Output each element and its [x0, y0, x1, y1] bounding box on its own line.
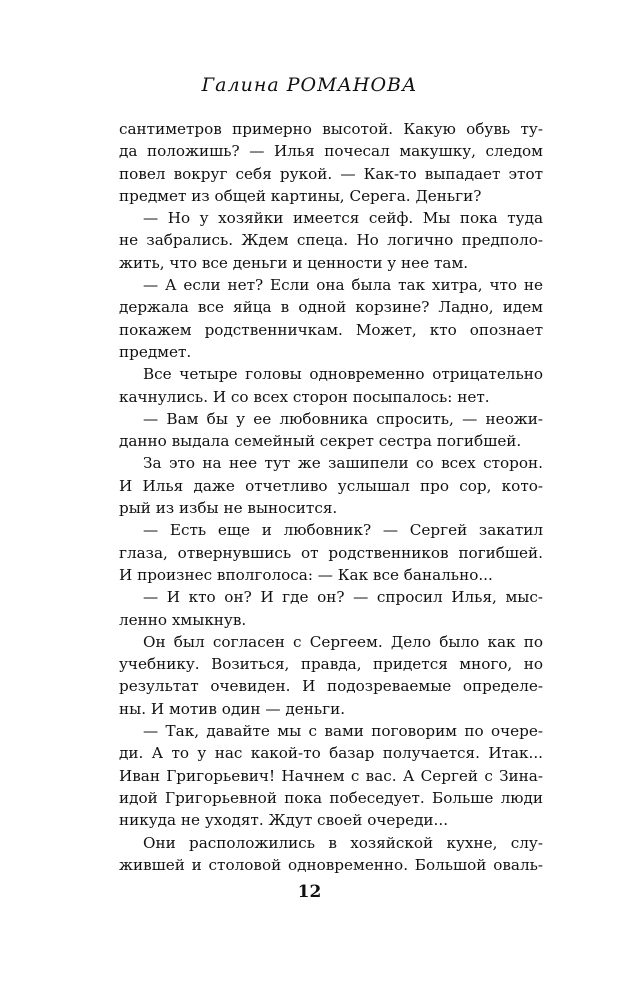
- text-line: покажем родственничкам. Может, кто опознает: [119, 320, 543, 339]
- text-line: ленно хмыкнув.: [119, 610, 247, 629]
- text-line: предмет из общей картины, Серега. Деньги?: [119, 186, 482, 205]
- text-line: результат очевиден. И подозреваемые определе-: [119, 677, 543, 696]
- text-line: — Есть еще и любовник? — Сергей закатил: [143, 521, 543, 540]
- text-line: За это на нее тут же зашипели со всех сторон.: [143, 454, 543, 473]
- text-line: не забрались. Ждем спеца. Но логично предполо-: [119, 231, 543, 250]
- running-head: Галина РОМАНОВА: [201, 74, 418, 96]
- body-text: [119, 118, 543, 876]
- text-line: И произнес вполголоса: — Как все банально...: [119, 565, 493, 584]
- text-line: Они расположились в хозяйской кухне, слу-: [143, 833, 543, 852]
- text-line: — Так, давайте мы с вами поговорим по очере-: [143, 722, 543, 741]
- page-number: 12: [297, 882, 322, 902]
- text-line: да положишь? — Илья почесал макушку, следом: [119, 142, 543, 161]
- text-line: ны. И мотив один — деньги.: [119, 699, 346, 718]
- text-line: глаза, отвернувшись от родственников погибшей.: [119, 543, 543, 562]
- text-line: Иван Григорьевич! Начнем с вас. А Сергей с Зина-: [119, 766, 543, 785]
- text-line: повел вокруг себя рукой. — Как-то выпадает этот: [119, 164, 543, 183]
- text-line: — И кто он? И где он? — спросил Илья, мыс-: [143, 588, 543, 607]
- text-line: И Илья даже отчетливо услышал про сор, кото-: [119, 476, 543, 495]
- text-line: ди. А то у нас какой-то базар получается. Итак...: [119, 744, 543, 763]
- text-line: качнулись. И со всех сторон посыпалось: нет.: [119, 387, 490, 406]
- text-line: учебнику. Возиться, правда, придется много, но: [119, 655, 543, 674]
- text-line: — Но у хозяйки имеется сейф. Мы пока туда: [143, 209, 543, 228]
- text-line: — Вам бы у ее любовника спросить, — неожи-: [143, 409, 543, 428]
- text-line: данно выдала семейный секрет сестра погибшей.: [119, 432, 522, 451]
- text-line: Все четыре головы одновременно отрицательно: [143, 365, 543, 384]
- text-line: никуда не уходят. Ждут своей очереди...: [119, 811, 449, 830]
- text-line: сантиметров примерно высотой. Какую обувь ту-: [119, 120, 543, 138]
- text-line: Он был согласен с Сергеем. Дело было как по: [143, 632, 543, 651]
- text-line: идой Григорьевной пока побеседует. Больше люди: [119, 788, 543, 807]
- text-line: предмет.: [119, 342, 192, 361]
- text-line: держала все яйца в одной корзине? Ладно, идем: [119, 298, 543, 317]
- text-line: — А если нет? Если она была так хитра, что не: [143, 276, 543, 295]
- text-line: рый из избы не выносится.: [119, 499, 338, 518]
- text-line: жить, что все деньги и ценности у нее там.: [119, 253, 469, 272]
- text-line: жившей и столовой одновременно. Большой оваль-: [119, 855, 543, 874]
